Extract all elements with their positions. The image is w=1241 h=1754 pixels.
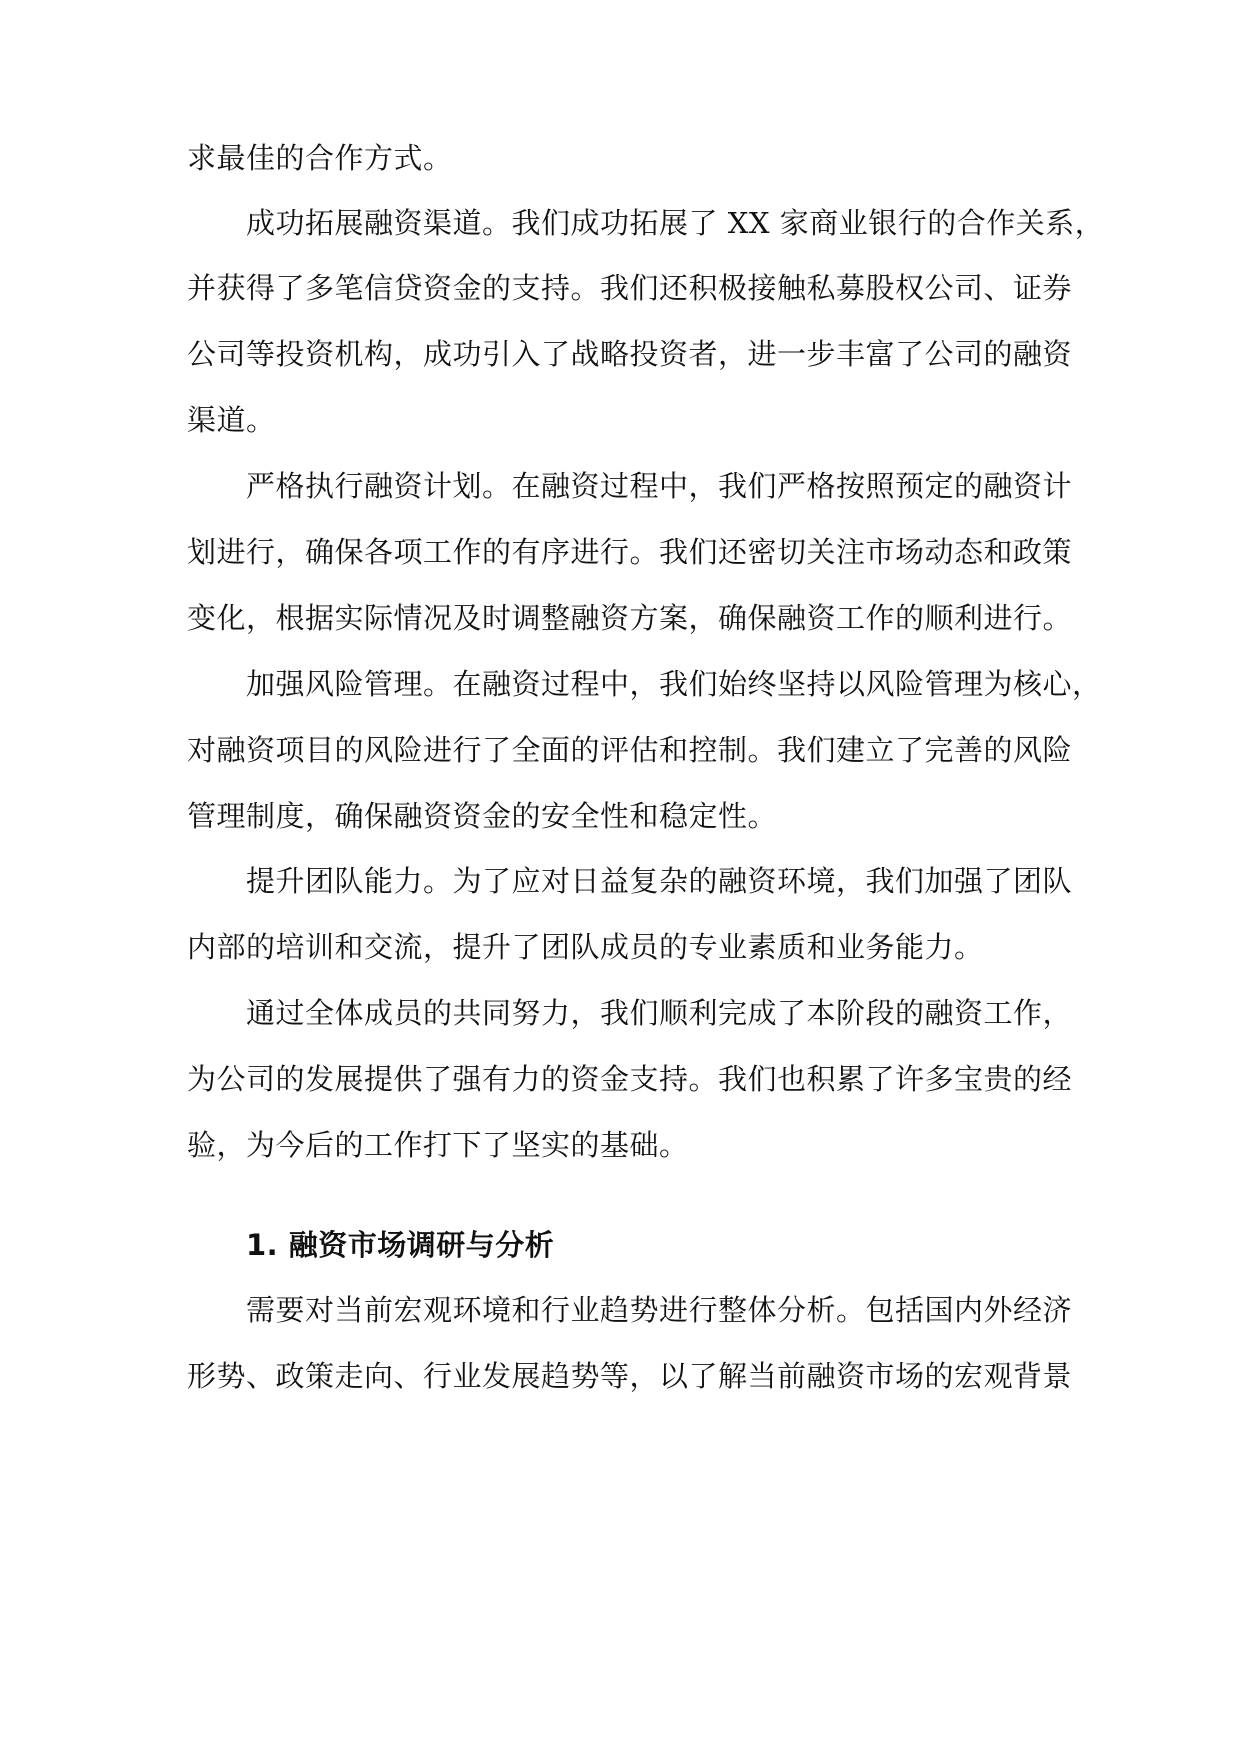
paragraph-line: 通过全体成员的共同努力，我们顺利完成了本阶段的融资工作， <box>246 996 1073 1030</box>
paragraph-line: 需要对当前宏观环境和行业趋势进行整体分析。包括国内外经济 <box>246 1293 1073 1327</box>
paragraph-line: 求最佳的合作方式。 <box>187 141 453 175</box>
paragraph-line: 对融资项目的风险进行了全面的评估和控制。我们建立了完善的风险 <box>187 733 1073 767</box>
paragraph-line: 严格执行融资计划。在融资过程中，我们严格按照预定的融资计 <box>246 469 1073 503</box>
paragraph-line: 渠道。 <box>187 403 276 437</box>
paragraph-line: 公司等投资机构，成功引入了战略投资者，进一步丰富了公司的融资 <box>187 337 1073 371</box>
paragraph-line: 形势、政策走向、行业发展趋势等，以了解当前融资市场的宏观背景 <box>187 1359 1073 1393</box>
paragraph-line: 并获得了多笔信贷资金的支持。我们还积极接触私募股权公司、证券 <box>187 271 1073 305</box>
paragraph-line: 成功拓展融资渠道。我们成功拓展了 XX 家商业银行的合作关系， <box>246 206 1105 240</box>
paragraph-line: 加强风险管理。在融资过程中，我们始终坚持以风险管理为核心， <box>246 667 1102 701</box>
paragraph-line: 变化，根据实际情况及时调整融资方案，确保融资工作的顺利进行。 <box>187 601 1073 635</box>
section-heading: 1. 融资市场调研与分析 <box>246 1228 555 1262</box>
paragraph-line: 划进行，确保各项工作的有序进行。我们还密切关注市场动态和政策 <box>187 535 1073 569</box>
paragraph-line: 为公司的发展提供了强有力的资金支持。我们也积累了许多宝贵的经 <box>187 1062 1073 1096</box>
paragraph-line: 管理制度，确保融资资金的安全性和稳定性。 <box>187 799 778 833</box>
paragraph-line: 验，为今后的工作打下了坚实的基础。 <box>187 1128 689 1162</box>
paragraph-line: 提升团队能力。为了应对日益复杂的融资环境，我们加强了团队 <box>246 864 1073 898</box>
paragraph-line: 内部的培训和交流，提升了团队成员的专业素质和业务能力。 <box>187 930 984 964</box>
